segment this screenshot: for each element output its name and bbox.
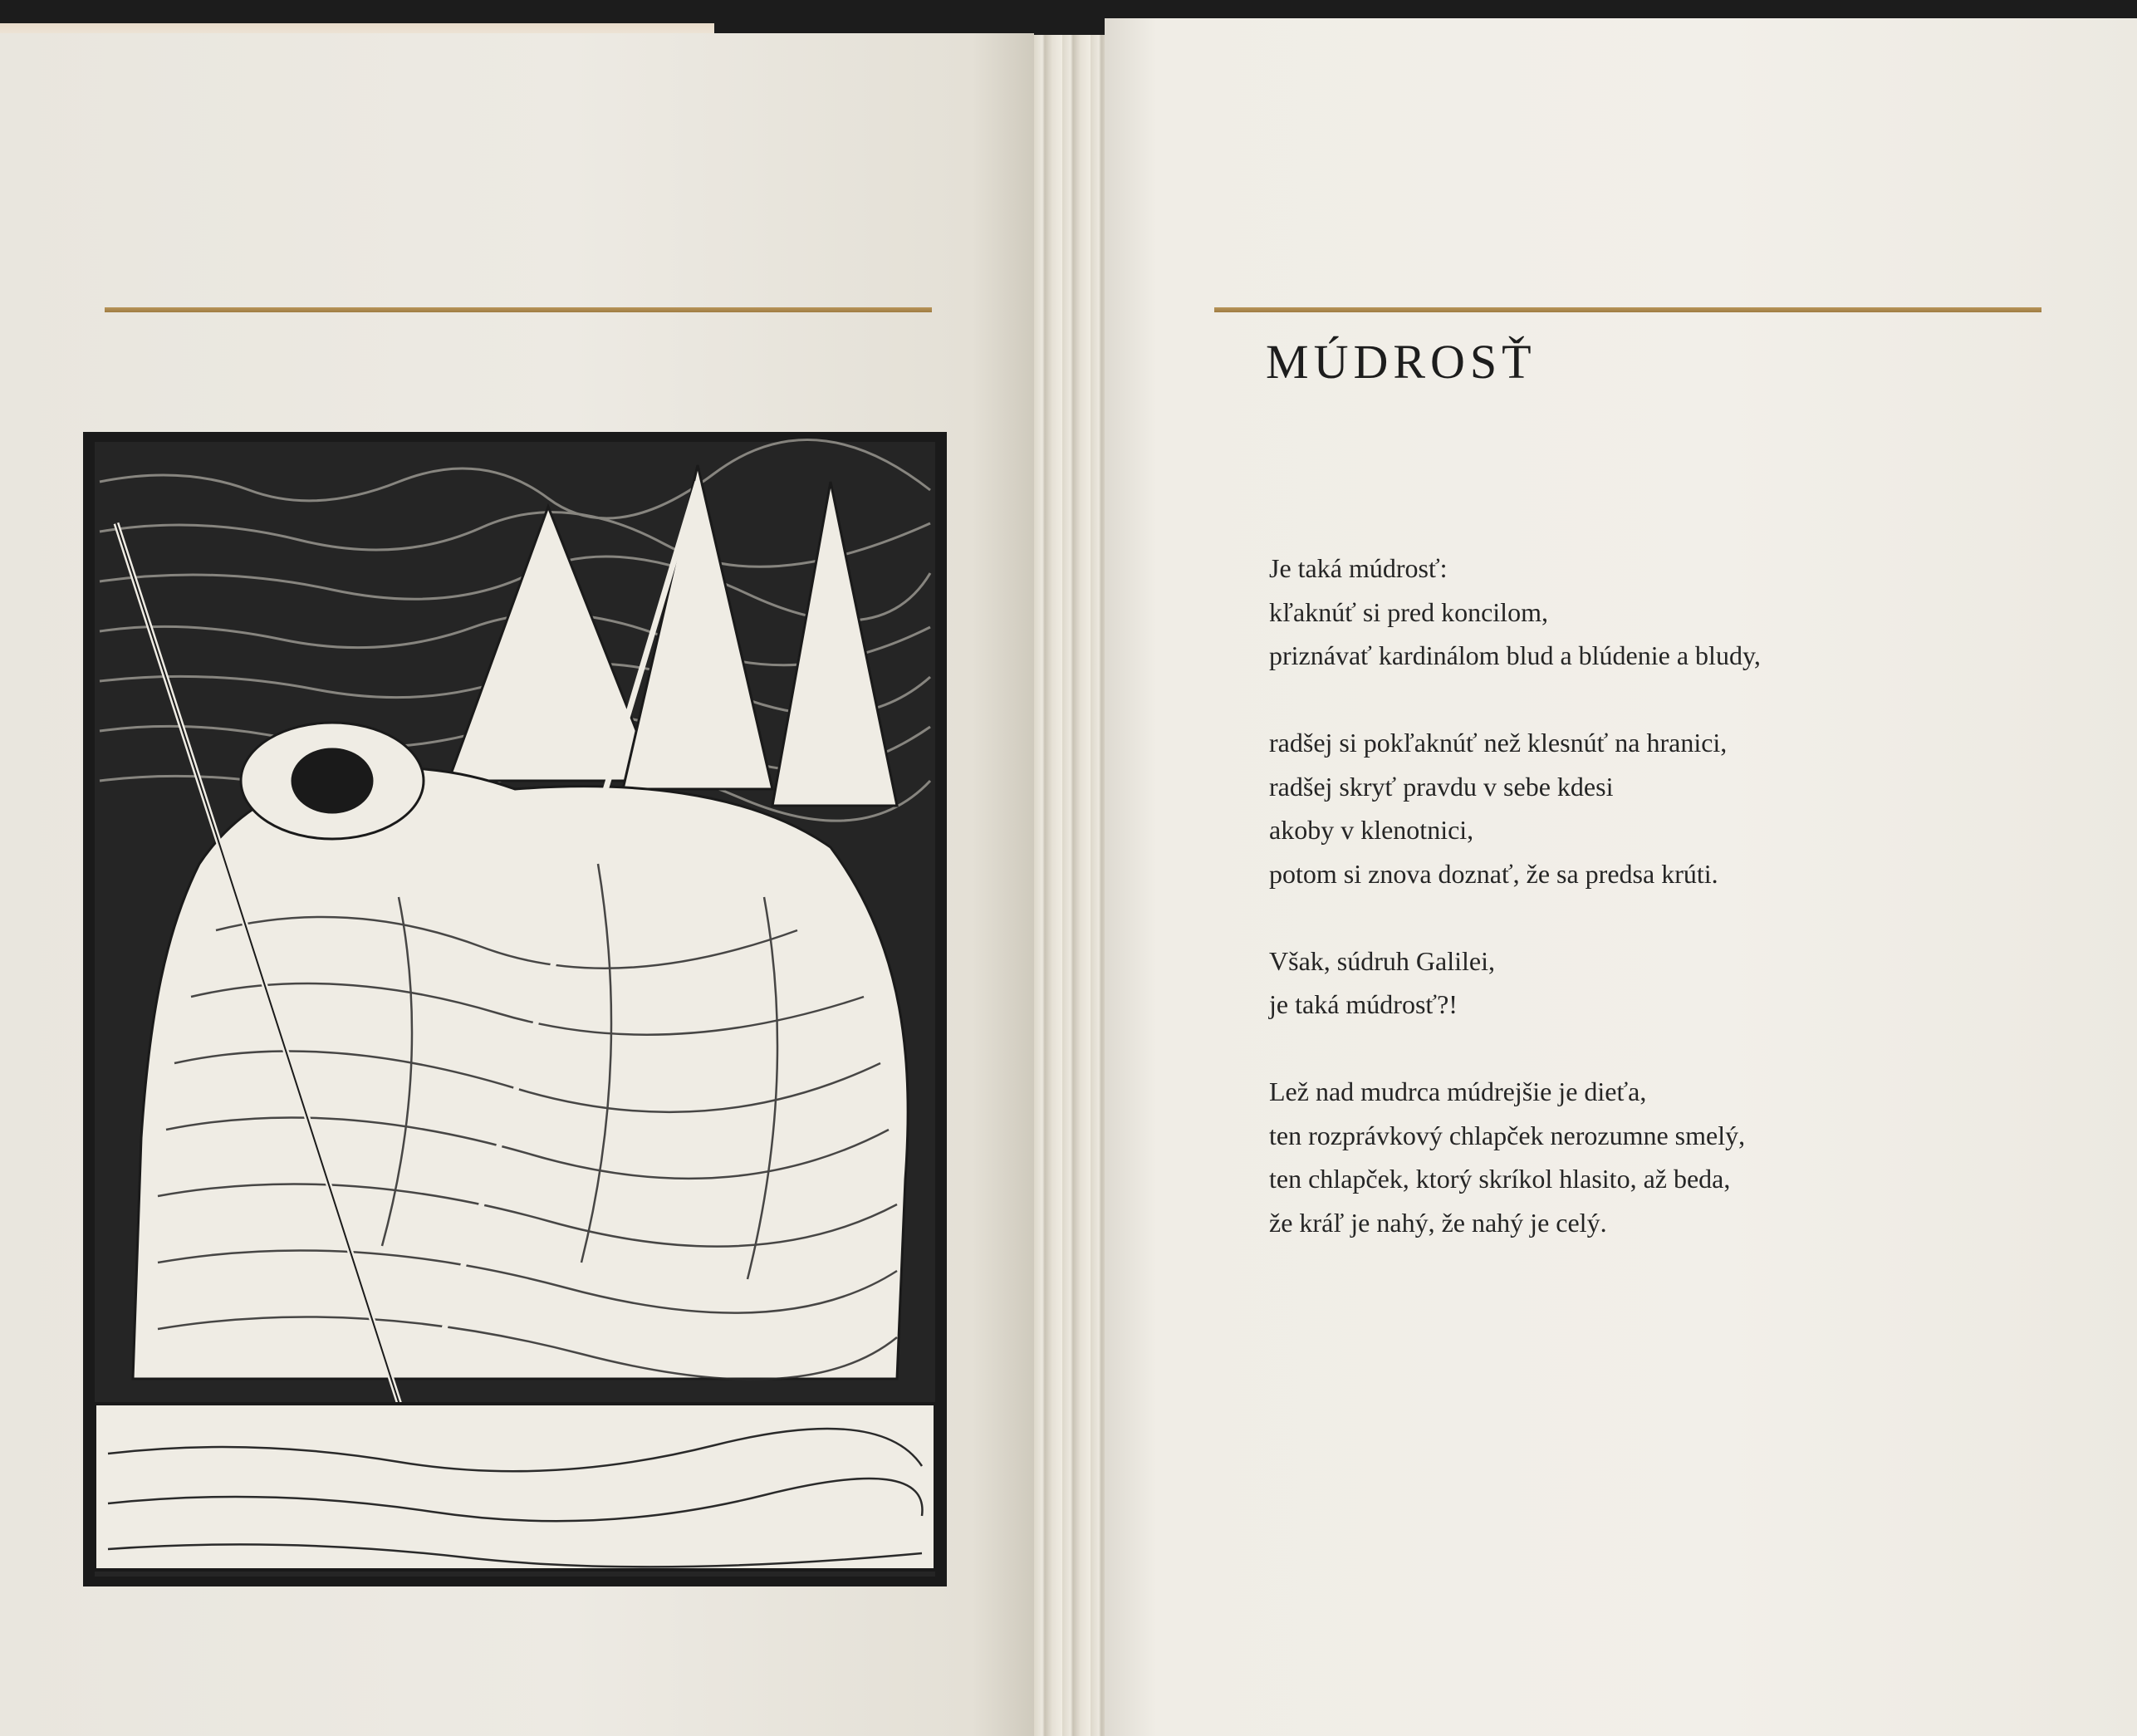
- poem-title: MÚDROSŤ: [1266, 335, 1537, 389]
- poem-line: Je taká múdrosť:: [1269, 553, 1448, 583]
- poem-line: ten chlapček, ktorý skríkol hlasito, až beda,: [1269, 1164, 1731, 1194]
- poem-stanza: [1269, 547, 2058, 678]
- poem-line: ten rozprávkový chlapček nerozumne smelý,: [1269, 1120, 1746, 1150]
- poem-line: Však, súdruh Galilei,: [1269, 945, 1495, 976]
- poem-line: potom si znova doznať, že sa predsa krúti.: [1269, 858, 1718, 889]
- poem-stanza: [1269, 939, 2058, 1027]
- woodcut-illustration-icon: [83, 432, 947, 1586]
- poem-stanza: [1269, 721, 2058, 895]
- poem-line: je taká múdrosť?!: [1269, 989, 1458, 1019]
- poem-line: radšej skryť pravdu v sebe kdesi: [1269, 771, 1614, 802]
- poem-line: kľaknúť si pred koncilom,: [1269, 596, 1548, 627]
- poem-line: akoby v klenotnici,: [1269, 815, 1474, 845]
- poem-body: [1269, 547, 2058, 1288]
- gold-rule-left: [105, 307, 932, 312]
- page-stack-gutter: [1034, 35, 1113, 1736]
- gold-rule-right: [1214, 307, 2041, 312]
- poem-line: priznávať kardinálom blud a blúdenie a bludy,: [1269, 640, 1761, 670]
- poem-line: že kráľ je nahý, že nahý je celý.: [1269, 1207, 1607, 1238]
- poem-line: radšej si pokľaknúť než klesnúť na hranici,: [1269, 728, 1728, 758]
- poem-line: Lež nad mudrca múdrejšie je dieťa,: [1269, 1076, 1647, 1106]
- poem-stanza: [1269, 1070, 2058, 1244]
